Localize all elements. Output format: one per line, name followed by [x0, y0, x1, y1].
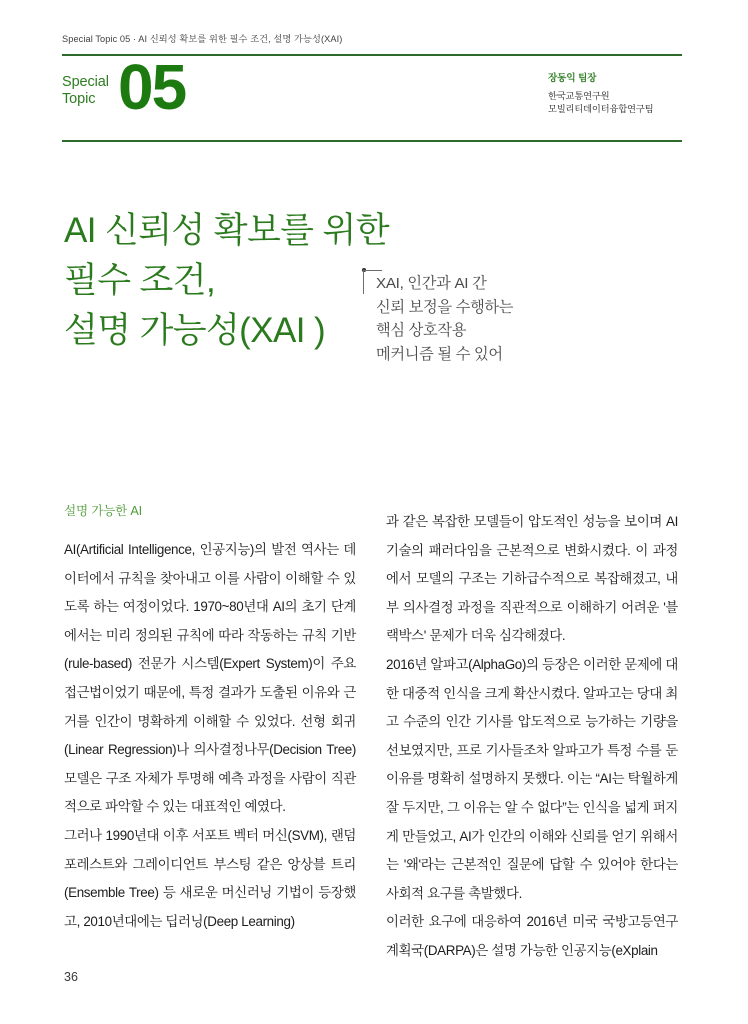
paragraph: 그러나 1990년대 이후 서포트 벡터 머신(SVM), 랜덤 포레스트와 그레이디언트 부스팅 같은 앙상블 트리(Ensemble Tree) 등 새로운 머신러닝 기법이 등장했고, 2010년대에는 딥러닝(Deep Learning) — [64, 827, 356, 929]
author-name: 장동익 팀장 — [548, 73, 597, 84]
author-org-line1: 한국교통연구원 — [548, 90, 610, 101]
special-topic-number: 05 — [118, 51, 186, 123]
paragraph: 2016년 알파고(AlphaGo)의 등장은 이러한 문제에 대한 대중적 인식을 크게 확산시켰다. 알파고는 당대 최고 수준의 인간 기사를 압도적으로 능가하는 기량을 선보였지만, 프로 기사들조차 알파고가 특정 수를 둔 이유를 명확히 설명하지 못했다. 이는 “AI는 탁월하게 잘 두지만, 그 이유는 알 수 없다”는 인식을 넓게 퍼지게 만들었고, AI가 인간의 이해와 신뢰를 얻기 위해서는 '왜'라는 근본적인 질문에 답할 수 있어야 한다는 사회적 요구를 촉발했다. — [386, 656, 678, 901]
special-topic-label-line1: Special — [62, 74, 109, 90]
article-title-line3: 설명 가능성(XAI ) — [64, 311, 326, 350]
special-topic-block — [62, 51, 682, 138]
body-column-right — [386, 508, 678, 966]
running-header: Special Topic 05 · AI 신뢰성 확보를 위한 필수 조건, 설명 가능성(XAI) — [62, 34, 343, 44]
article-title-line2: 필수 조건, — [64, 261, 216, 300]
pull-quote-line1: XAI, 인간과 AI 간 — [376, 275, 487, 292]
paragraph: 이러한 요구에 대응하여 2016년 미국 국방고등연구계획국(DARPA)은 설명 가능한 인공지능(eXplain — [386, 914, 678, 958]
pull-quote-text — [376, 272, 596, 366]
body-column-left — [64, 536, 356, 936]
article-title-line1: AI 신뢰성 확보를 위한 — [64, 211, 389, 250]
pull-quote-line4: 메커니즘 될 수 있어 — [376, 345, 503, 363]
paragraph: AI(Artificial Intelligence, 인공지능)의 발전 역사는 데이터에서 규칙을 찾아내고 이를 사람이 이해할 수 있도록 하는 여정이었다. 1970~80년대 AI의 초기 단계에서는 미리 정의된 규칙에 따라 작동하는 규칙 기반(rule-based) 전문가 시스템(Expert System)이 주요 접근법이었기 때문에, 특정 결과가 도출된 이유와 근거를 인간이 명확하게 이해할 수 있었다. 선형 회귀(Linear Regression)나 의사결정나무(Decision Tree) 모델은 구조 자체가 투명해 예측 과정을 사람이 직관적으로 파악할 수 있는 대표적인 예였다. — [64, 542, 356, 815]
pull-quote-line2: 신뢰 보정을 수행하는 — [376, 298, 514, 316]
paragraph: 과 같은 복잡한 모델들이 압도적인 성능을 보이며 AI 기술의 패러다임을 근본적으로 변화시켰다. 이 과정에서 모델의 구조는 기하급수적으로 복잡해졌고, 내부 의사결정 과정을 직관적으로 이해하기 어려운 '블랙박스' 문제가 더욱 심각해졌다. — [386, 514, 678, 644]
special-topic-label — [62, 74, 109, 108]
topic-divider-rule — [62, 140, 682, 142]
author-org-line2: 모빌리티데이터융합연구팀 — [548, 104, 654, 114]
section-heading: 설명 가능한 AI — [64, 504, 142, 518]
pull-quote-line3: 핵심 상호작용 — [376, 322, 467, 339]
page-number: 36 — [64, 970, 78, 984]
author-block — [548, 72, 748, 117]
special-topic-label-line2: Topic — [62, 91, 96, 107]
